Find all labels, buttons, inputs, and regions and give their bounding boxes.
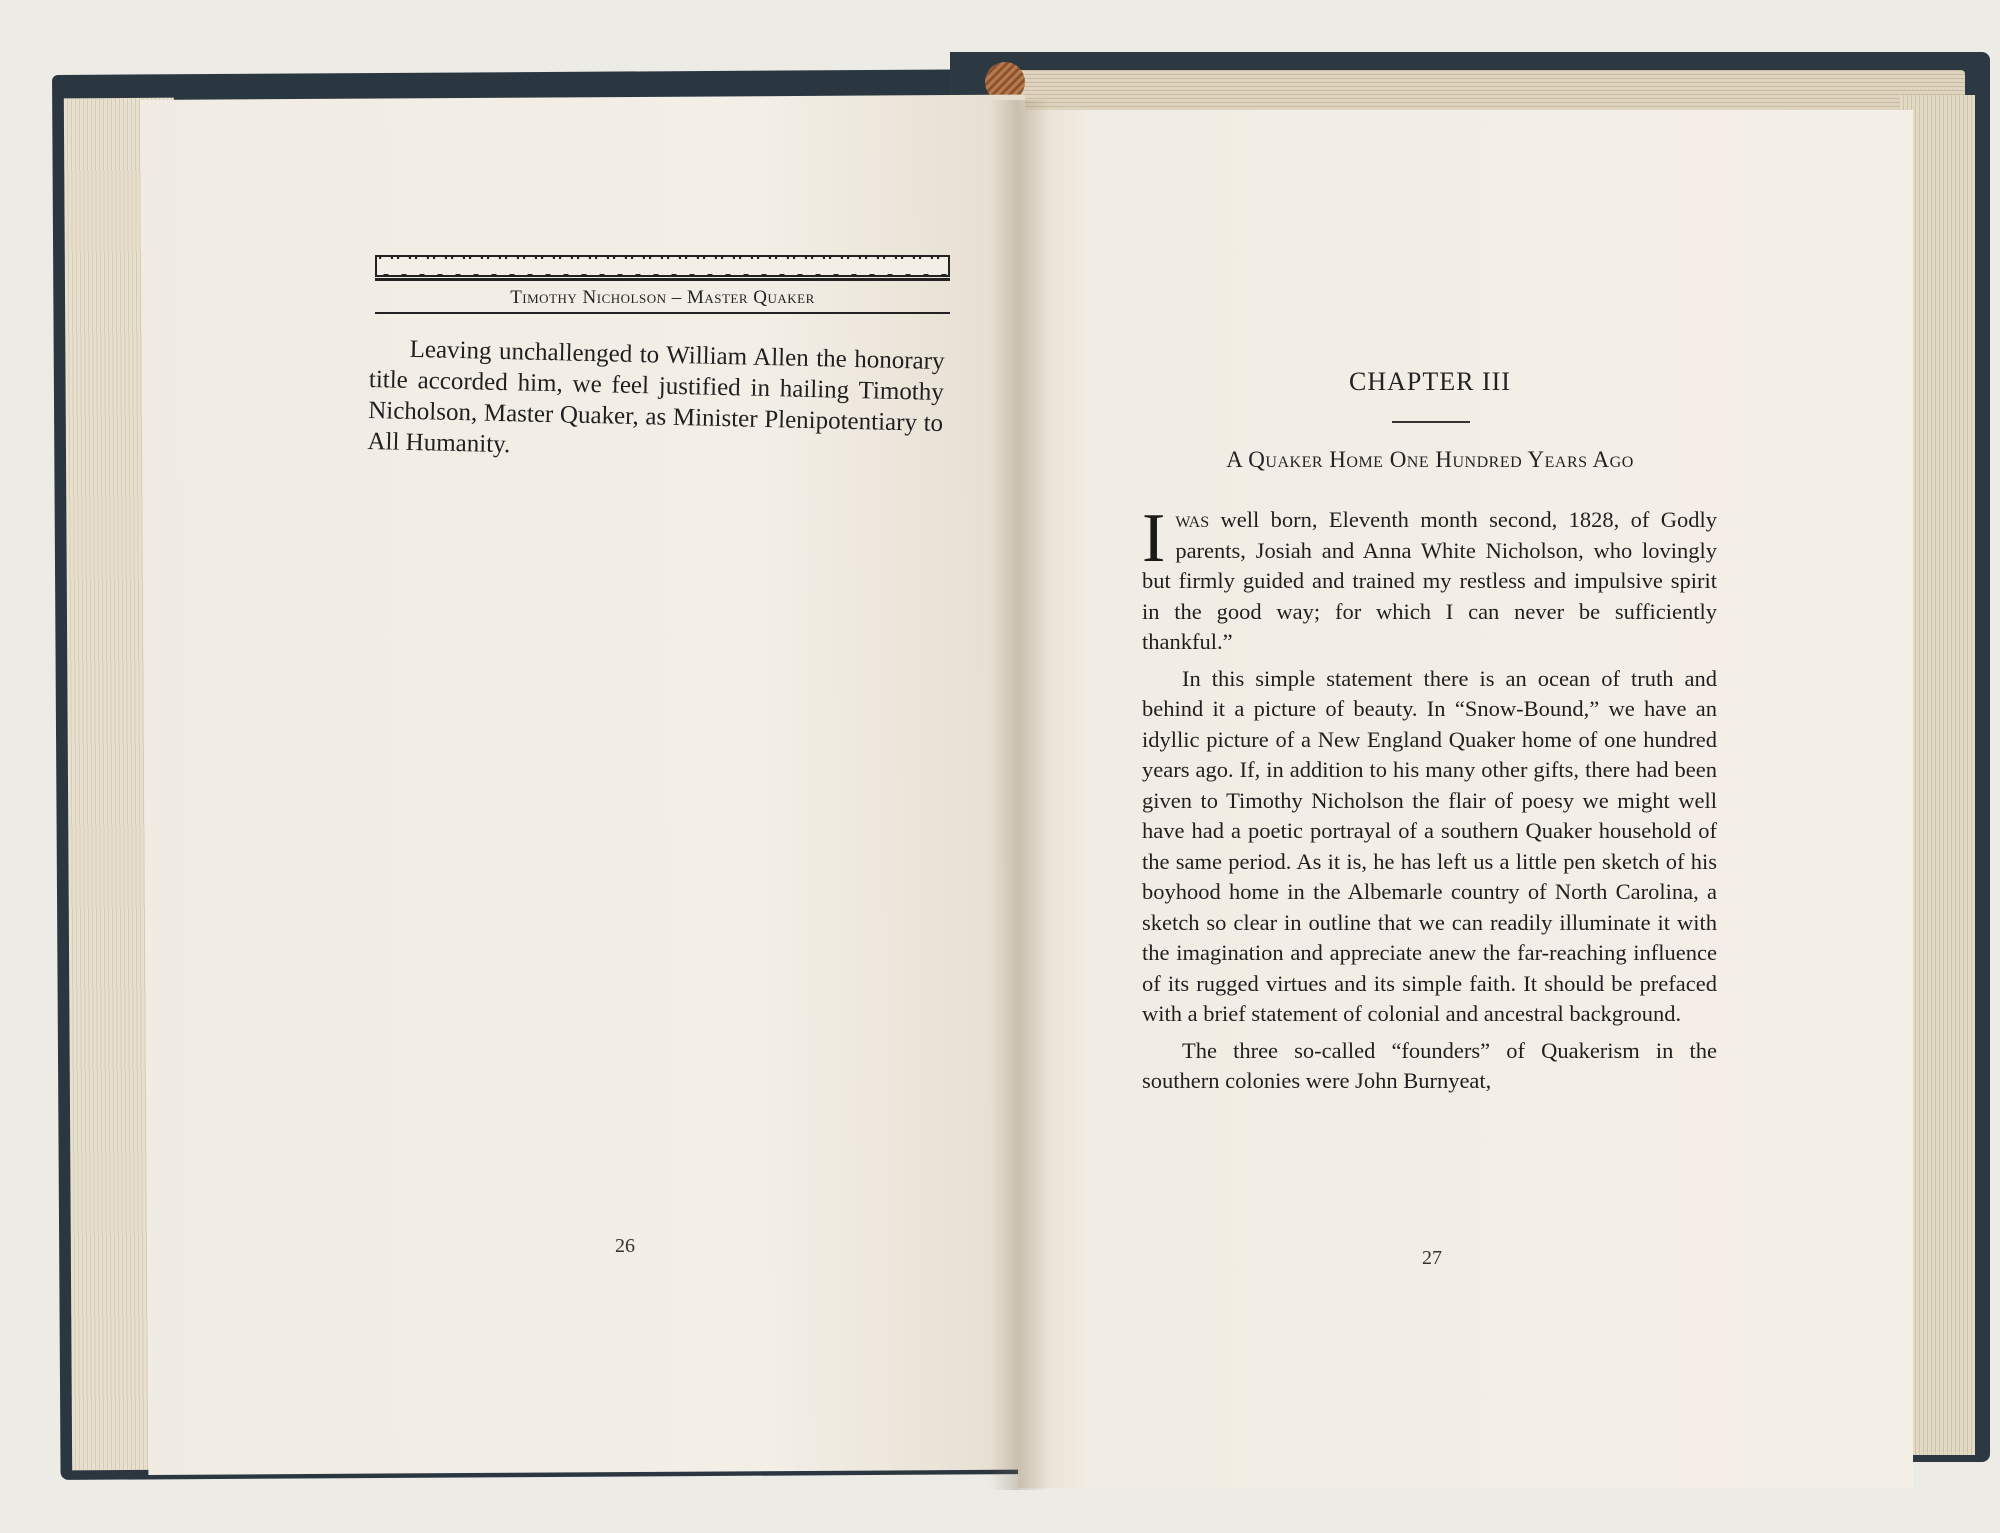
- opening-paragraph: [1142, 500, 1717, 658]
- paragraph-3: The three so-called “founders” of Quakerism in the southern colonies were John Burnyeat,: [1142, 1037, 1717, 1093]
- chapter-rule: [1392, 421, 1470, 423]
- header-underline: [375, 312, 950, 314]
- left-paragraph: Leaving unchallenged to William Allen the honorary title accorded him, we feel justified in hailing Timothy Nicholson, Master Quaker, as Minister Plenipotentiary to All Humanity.: [367, 335, 945, 459]
- chapter-subtitle: A Quaker Home One Hundred Years Ago: [1226, 447, 1634, 472]
- right-page-body: [1142, 500, 1717, 1103]
- header-rule: [375, 278, 950, 281]
- opening-word: was: [1175, 507, 1210, 532]
- drop-cap: I: [1142, 500, 1166, 577]
- page-number-left: 26: [615, 1235, 635, 1257]
- running-header: [375, 255, 950, 314]
- running-head-text: Timothy Nicholson – Master Quaker: [510, 287, 815, 308]
- paragraph-2: In this simple statement there is an ocean of truth and behind it a picture of beauty. In “Snow-Bound,” we have an idyllic picture of a New England Quaker home of one hundred years ago. If, in addition to his many other gifts, there had been given to Timothy Nicholson the flair of poesy we might well have had a poetic portrayal of a southern Quaker household of the same period. As it is, he has left us a little pen sketch of his boyhood home in the Albemarle country of North Carolina, a sketch so clear in outline that we can readily illuminate it with the imagination and appreciate anew the far-reaching influence of its rugged virtues and its simple faith. It should be prefaced with a brief statement of colonial and ancestral background.: [1142, 665, 1717, 1026]
- chapter-title: CHAPTER III: [1349, 367, 1511, 396]
- header-ornament: [375, 255, 950, 277]
- left-page-body: [367, 333, 945, 470]
- gutter-shadow: [990, 100, 1050, 1490]
- opening-paragraph-text: well born, Eleventh month second, 1828, of Godly parents, Josiah and Anna White Nicholson, who lovingly but firmly guided and trained my restless and impulsive spirit in the good way; for which I can never be sufficiently thankful.”: [1142, 507, 1717, 654]
- page-number-right: 27: [1422, 1247, 1442, 1269]
